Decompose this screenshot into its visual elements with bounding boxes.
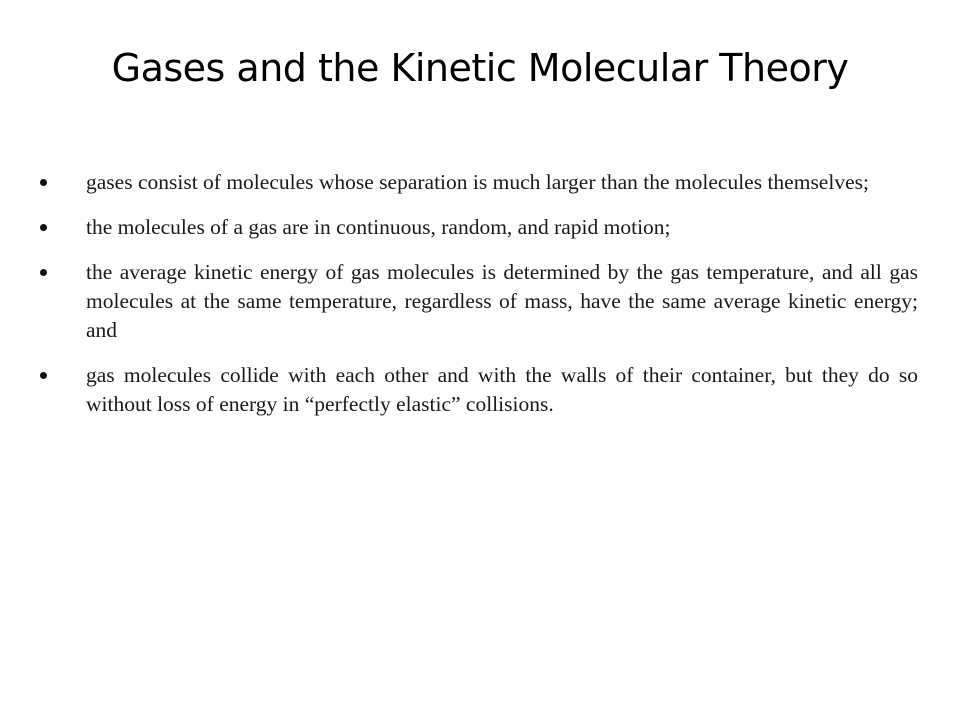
bullet-text: the average kinetic energy of gas molecules is determined by the gas temperature, and all gas molecules at the same temperature, regardless of mass, have the same average kinetic energy; and <box>86 260 918 342</box>
bullet-icon <box>40 269 47 276</box>
bullet-icon <box>40 224 47 231</box>
bullet-item <box>38 213 918 242</box>
bullet-icon <box>40 179 47 186</box>
bullet-item <box>38 168 918 197</box>
slide-title: Gases and the Kinetic Molecular Theory <box>111 46 849 90</box>
bullet-item <box>38 361 918 419</box>
bullet-text: gases consist of molecules whose separation is much larger than the molecules themselves; <box>86 170 869 194</box>
bullet-text: the molecules of a gas are in continuous, random, and rapid motion; <box>86 215 671 239</box>
bullet-text: gas molecules collide with each other and with the walls of their container, but they do so without loss of energy in “perfectly elastic” collisions. <box>86 363 918 416</box>
bullet-item <box>38 258 918 345</box>
bullet-list <box>38 168 918 435</box>
bullet-icon <box>40 372 47 379</box>
